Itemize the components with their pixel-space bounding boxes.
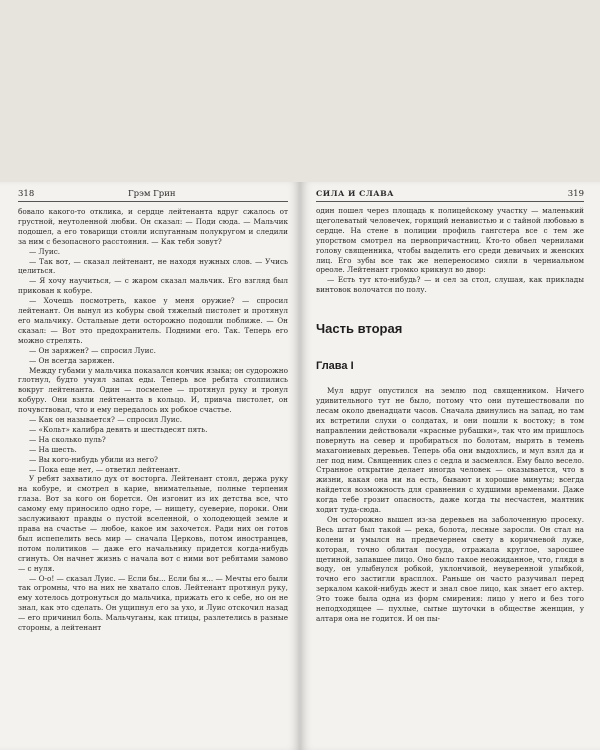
left-page-number: 318 xyxy=(18,189,35,199)
paragraph: — «Кольт» калибра девять и шестьдесят пять. xyxy=(29,424,208,434)
right-page xyxy=(300,182,600,750)
paragraph: Между губами у мальчика показался кончик языка; он судорожно глотнул, будто учуял запах еды. Теперь все ребята столпились вокруг лейтенанта. Один — посмелее — протянул руку и тронул кобуру. Они взяли лейтенанта в кольцо. И, привча пистолет, он почувствовал, что и ему передалось их робкое счастье. xyxy=(18,365,288,415)
paragraph: Мул вдруг опустился на землю под священником. Ничего удивительного тут не было, потому что они путешествовали по лесам около двенадцати часов. Сначала двинулись на запад, но там их встретили слухи о солдатах, и они пошли к востоку; в том направлении действовали «красные рубашки», так что им пришлось повернуть на север и пробираться по болотам, нырять в темень махагониевых деревьев. Теперь оба они выдохлись, и мул взял да и лег под ним. Священник слез с седла и засмеялся. Ему было весело. Странное открытие делает иногда человек — оказывается, что в жизни, какая она ни на есть, бывают и хорошие минуты; всегда найдется возможность для сравнения с худшими временами. Даже когда тебе грозит опасность, даже когда ты несчастен, маятник ходит туда-сюда. xyxy=(316,386,584,515)
paragraph: — Как он называется? — спросил Луис. xyxy=(29,415,183,425)
paragraph: — Пока еще нет, — ответил лейтенант. xyxy=(29,464,181,474)
paragraph: — На сколько пуль? xyxy=(29,434,106,444)
paragraph: Он осторожно вышел из-за деревьев на заболоченную просеку. Весь штат был такой — река, болота, лесные заросли. Он стал на колени и умылся на предвечернем свету в коричневой луже, которая, точно облитая посуда, отражала круглое, заросшее щетиной, запавшее лицо. Оно было такое неожиданное, что, глядя в воду, он улыбнулся робкой, уклончивой, неуверенной улыбкой, точно его застигли врасплох. Раньше он часто разучивал перед зеркалом какой-нибудь жест и знал свое лицо, как знает его актер. Это тоже была одна из форм смирения: лицо у него и без того неподходящее — пухлые, сытые шуточки в обществе женщин, у алтаря она не годится. И он пы- xyxy=(316,514,584,623)
paragraph: У ребят захватило дух от восторга. Лейтенант стоял, держа руку на кобуре, и смотрел в карие, внимательные, полные терпения глаза. Вот за кого он борется. Он изгонит из их детства все, что самому ему приносило одно горе, — нищету, суеверие, пороки. Они заслуживают правды о пустой вселенной, о холодеющей земле и права на счастье — любое, какое им захочется. Ради них он готов был испепелить весь мир — сначала Церковь, потом иностранцев, потом политиков — даже его начальнику придется когда-нибудь сгинуть. Он начнет жизнь с начала вот с ними вот ребятами замово — с нуля. xyxy=(18,474,288,573)
paragraph: — О-о! — сказал Луис. — Если бы... Если бы я... — Мечты его были так огромны, что на них не хватало слов. Лейтенант протянул руку, ему хотелось дотронуться до мальчика, прижать его к себе, но он не знал, как это сделать. Он ущипнул его за ухо, и Луис отскочил назад — его причинил боль. Мальчуганы, как птицы, разлетелись в разные стороны, а лейтенант xyxy=(18,573,288,633)
part-heading: Часть вторая xyxy=(316,321,403,337)
paragraph: — На шесть. xyxy=(29,444,77,454)
right-page-number: 319 xyxy=(567,189,584,199)
left-running-head xyxy=(18,187,288,202)
right-running-head xyxy=(316,187,584,202)
paragraph: — Луис. xyxy=(29,246,61,256)
paragraph: — Я хочу научиться, — с жаром сказал мальчик. Его взгляд был прикован к кобуре. xyxy=(18,276,288,296)
right-book-title: СИЛА И СЛАВА xyxy=(316,189,395,198)
paragraph: бовало какого-то отклика, и сердце лейтенанта вдруг сжалось от грустной, неутоленной любви. Он сказал: — Поди сюда. — Мальчик подошел, а его товарищи стояли испуганным полукругом и следили за ним с безопасного расстояния. — Как тебя зовут? xyxy=(18,207,288,246)
left-page-text xyxy=(18,207,288,633)
chapter-heading: Глава I xyxy=(316,360,354,373)
paragraph: — Есть тут кто-нибудь? — и сел за стол, слушая, как приклады винтовок волочатся по полу. xyxy=(316,275,584,295)
chapter-text xyxy=(316,386,584,624)
right-page-top-text xyxy=(316,206,584,295)
paragraph: — Он всегда заряжен. xyxy=(29,355,115,365)
left-page xyxy=(0,182,300,750)
left-author-name: Грэм Грин xyxy=(128,189,176,199)
paragraph: — Так вот, — сказал лейтенант, не находя нужных слов. — Учись целиться. xyxy=(18,256,288,276)
paragraph: — Хочешь посмотреть, какое у меня оружие? — спросил лейтенант. Он вынул из кобуры свой тяжелый пистолет и протянул его мальчику. Остальные дети осторожно подошли поближе. — Он сказал: — Вот это предохранитель. Подними его. Так. Теперь его можно стрелять. xyxy=(18,296,288,345)
paragraph: один пошел через площадь к полицейскому участку — маленький щеголеватый человечек, горящий ненавистью и с тайной любовью в сердце. На стене в полиции профиль гангстера все с тем же упорством смотрел на первопричастниц. Кто-то обвел чернилами голову священника, чтобы выделить его среди девичьих и женских лиц. Его зубы все так же непереносимо сияли в черниальном ореоле. Лейтенант громко крикнул во двор: xyxy=(316,206,584,275)
paragraph: — Он заряжен? — спросил Луис. xyxy=(29,345,156,355)
paragraph: — Вы кого-нибудь убили из него? xyxy=(29,454,158,464)
